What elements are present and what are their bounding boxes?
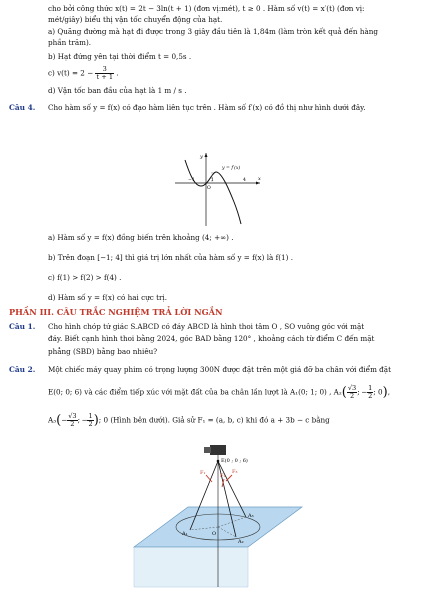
q1-label: Câu 1. (9, 322, 36, 331)
a2-den-2: 2 (368, 392, 373, 400)
ground-plane-front (134, 547, 248, 587)
intro-statement-a-2: phần trăm). (48, 38, 92, 47)
q2-line-2: E(0; 0; 6) và các điểm tiếp xúc với mặt đất của ba chân lần lượt là A₁(0; 1; 0) , A₂( $\frac{√3}{2}$ ; − $\frac{1}{2}$ ; 0), (48, 384, 390, 400)
q2-line-3: A₃(− $\frac{√3}{2}$ ; − $\frac{1}{2}$ ); 0 (Hình bên dưới). Giả sử F₁ = (a, b, c) khi đó a + 3b − c bằng (48, 412, 330, 428)
label-f3: F₃ (232, 469, 238, 475)
intro-line-2: mét/giây) biểu thị vận tốc chuyển động của hạt. (48, 15, 223, 24)
intro-c-prefix: c) v(t) = 2 − (48, 68, 94, 78)
q4-label: Câu 4. (9, 103, 36, 112)
intro-statement-c (48, 66, 119, 81)
a2-num-1: √3 (347, 384, 357, 392)
intro-c-num: 3 (95, 66, 114, 74)
intro-line-1: cho bởi công thức x(t) = 2t − 3ln(t + 1) (đơn vị:mét), t ≥ 0 . Hàm số v(t) = x′(t) (đơn vị: (48, 4, 365, 13)
a3-num-1: √3 (68, 412, 77, 420)
a3-den-2: 2 (88, 420, 93, 428)
q2-line-1: Một chiếc máy quay phim có trọng lượng 300N được đặt trên một giá đỡ ba chân với điểm đặt (48, 365, 391, 374)
q2-label: Câu 2. (9, 365, 36, 374)
q4-statement-c: c) f(1) > f(2) > f(4) . (48, 273, 122, 282)
derivative-graph (172, 150, 262, 228)
tripod-figure (128, 437, 308, 597)
label-a1: A₁ (182, 531, 188, 537)
camera-lens (204, 447, 211, 453)
y-axis-arrow (205, 153, 208, 157)
curve-label: y = f′(x) (222, 166, 241, 171)
q4-statement-a: a) Hàm số y = f(x) đồng biến trên khoảng (4; +∞) . (48, 233, 234, 242)
a2-rest: ; 0 (373, 387, 383, 397)
q4-statement-d: d) Hàm số y = f(x) có hai cực trị. (48, 293, 167, 302)
tick-4: 4 (243, 178, 246, 183)
intro-statement-a-1: a) Quãng đường mà hạt đi được trong 3 giây đầu tiên là 1,84m (làm tròn kết quả đến hàng (48, 27, 378, 36)
a2-den-1: 2 (349, 392, 355, 400)
label-e: E(0 ; 0 ; 6) (221, 458, 248, 464)
intro-statement-b: b) Hạt đứng yên tại thời điểm t = 0,5s . (48, 52, 192, 61)
point-e (217, 460, 220, 463)
a3-den-1: 2 (70, 420, 75, 428)
x-axis-label: x (258, 176, 261, 182)
tick-minus-1: −1 (188, 178, 195, 183)
q2-line-3-tail: ; 0 (Hình bên dưới). Giả sử F₁ = (a, b, c) khi đó a + 3b − c bằng (98, 415, 330, 425)
q1-line-2: đáy. Biết cạnh hình thoi bằng 2024, góc BAD bằng 120° , khoảng cách từ điểm C đến mặt (48, 334, 375, 343)
label-o: O (212, 531, 217, 537)
intro-c-suffix: . (116, 68, 119, 78)
label-f1: F₁ (200, 470, 206, 476)
intro-c-den: t + 1 (96, 73, 114, 81)
camera-body (210, 445, 226, 455)
tick-1: 1 (211, 178, 214, 183)
q4-text: Cho hàm số y = f(x) có đạo hàm liên tục trên . Hàm số f′(x) có đồ thị như hình dưới đây. (48, 103, 366, 112)
label-f2: F₂ (220, 473, 226, 479)
y-axis-label: y (200, 154, 203, 160)
intro-statement-d: d) Vận tốc ban đầu của hạt là 1 m / s . (48, 86, 187, 95)
label-a2: A₂ (238, 539, 244, 545)
q2-line-2-text: E(0; 0; 6) và các điểm tiếp xúc với mặt đất của ba chân lần lượt là A₁(0; 1; 0) , A₂ (48, 387, 342, 397)
a3-label: A₃ (48, 415, 57, 425)
intro-c-fraction (95, 66, 114, 81)
tick-origin: O (207, 186, 211, 191)
label-a3: A₃ (248, 513, 254, 519)
section-3-title: PHẦN III. CÂU TRẮC NGHIỆM TRẢ LỜI NGẮN (9, 307, 223, 317)
a3-num-2: 1 (88, 412, 93, 420)
a2-num-2: 1 (368, 384, 373, 392)
q4-statement-b: b) Trên đoạn [−1; 4] thì giá trị lớn nhất của hàm số y = f(x) là f(1) . (48, 253, 293, 262)
q1-line-1: Cho hình chóp tứ giác S.ABCD có đáy ABCD là hình thoi tâm O , SO vuông góc với mặt (48, 322, 365, 331)
q1-line-3: phẳng (SBD) bằng bao nhiêu? (48, 347, 158, 356)
